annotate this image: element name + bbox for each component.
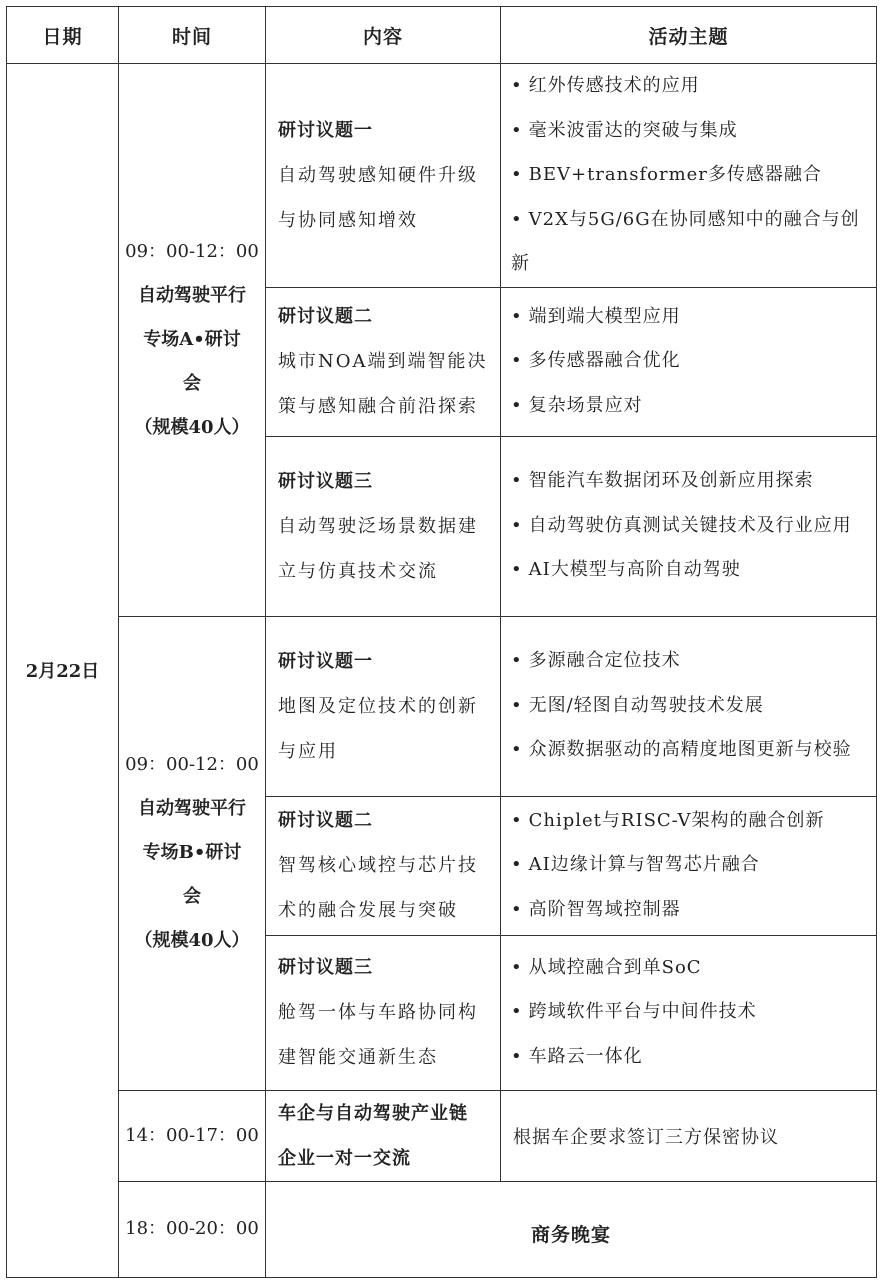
theme-cell [501,287,877,436]
topic-title: 研讨议题三 [278,957,373,978]
topic-content-cell [266,796,501,935]
topic-content-cell [266,287,501,436]
theme-cell [501,796,877,935]
topic-desc-line1: 城市NOA端到端智能决 [278,351,488,372]
topic-desc-line1: 地图及定位技术的创新 [278,695,478,717]
evening-row [7,1181,877,1277]
theme-list [511,799,868,933]
topic-content-cell [266,935,501,1090]
topic-content-cell [266,436,501,616]
topic-desc-line1: 舱驾一体与车路协同构 [278,1002,478,1023]
afternoon-title-line1: 车企与自动驾驶产业链 [278,1102,468,1124]
date-cell: 2月22日 [7,64,119,1278]
theme-item: • 从域控融合到单SoC [511,946,868,991]
topic-desc-line2: 立与仿真技术交流 [278,560,438,582]
evening-time-cell [119,1181,266,1277]
afternoon-title-line2: 企业一对一交流 [278,1147,411,1169]
topic-title: 研讨议题三 [278,470,373,492]
theme-item: • 端到端大模型应用 [511,295,868,340]
session-a-time: 09：00-12：00 [125,240,259,262]
topic-desc-line1: 智驾核心域控与芯片技 [278,855,478,876]
header-row [7,7,877,64]
evening-title: 商务晚宴 [266,1181,877,1277]
topic-desc-line2: 与协同感知增效 [278,209,418,231]
theme-item: • 智能汽车数据闭环及创新应用探索 [511,459,868,504]
schedule-table [6,6,877,1278]
theme-item: • 自动驾驶仿真测试关键技术及行业应用 [511,504,868,549]
theme-item: • 多源融合定位技术 [511,639,868,684]
theme-item: • BEV+transformer多传感器融合 [511,153,868,198]
topic-title: 研讨议题二 [278,306,373,327]
topic-desc-line2: 建智能交通新生态 [278,1047,438,1068]
topic-title: 研讨议题一 [278,119,373,141]
theme-cell [501,64,877,288]
header-date: 日期 [7,7,119,64]
session-a-name-line3: 会 [183,372,201,394]
afternoon-time: 14：00-17：00 [125,1124,259,1146]
theme-item: • V2X与5G/6G在协同感知中的融合与创新 [511,198,868,287]
theme-item: • 复杂场景应对 [511,384,868,429]
topic-content-cell [266,616,501,796]
session-b-name-line3: 会 [183,886,201,907]
afternoon-time-cell [119,1090,266,1181]
theme-item: • AI边缘计算与智驾芯片融合 [511,843,868,888]
theme-item: • 跨域软件平台与中间件技术 [511,990,868,1035]
session-a-time-cell [119,64,266,617]
session-a-topic-1-row [7,64,877,288]
session-b-scale: （规模40人） [134,930,250,951]
theme-list [511,64,868,287]
session-a-scale: （规模40人） [134,416,250,438]
session-b-name-line2: 专场B•研讨 [142,842,242,863]
session-b-time: 09：00-12：00 [125,754,259,775]
afternoon-content-cell [266,1090,501,1181]
theme-item: • Chiplet与RISC-V架构的融合创新 [511,799,868,844]
session-b-time-cell [119,616,266,1090]
theme-item: • 高阶智驾域控制器 [511,888,868,933]
afternoon-row [7,1090,877,1181]
session-a-name-line1: 自动驾驶平行 [138,284,246,306]
theme-list [511,946,868,1080]
topic-desc-line1: 自动驾驶感知硬件升级 [278,164,478,186]
evening-time: 18：00-20：00 [125,1218,259,1239]
topic-title: 研讨议题二 [278,810,373,831]
topic-desc-line2: 与应用 [278,740,338,762]
theme-item: • AI大模型与高阶自动驾驶 [511,548,868,593]
theme-list [511,639,868,773]
theme-cell [501,616,877,796]
theme-list [511,295,868,429]
topic-desc-line1: 自动驾驶泛场景数据建 [278,515,478,537]
session-a-name-line2: 专场A•研讨 [143,328,241,350]
afternoon-theme-cell: 根据车企要求签订三方保密协议 [501,1090,877,1181]
theme-item: • 多传感器融合优化 [511,339,868,384]
theme-item: • 车路云一体化 [511,1035,868,1080]
theme-item: • 无图/轻图自动驾驶技术发展 [511,684,868,729]
theme-cell [501,436,877,616]
theme-cell [501,935,877,1090]
session-b-name-line1: 自动驾驶平行 [138,798,246,819]
topic-content-cell [266,64,501,288]
session-b-topic-1-row [7,616,877,796]
header-content: 内容 [266,7,501,64]
topic-title: 研讨议题一 [278,650,373,672]
theme-item: • 毫米波雷达的突破与集成 [511,109,868,154]
header-theme: 活动主题 [501,7,877,64]
topic-desc-line2: 术的融合发展与突破 [278,900,458,921]
header-time: 时间 [119,7,266,64]
theme-item: • 红外传感技术的应用 [511,64,868,109]
theme-item: • 众源数据驱动的高精度地图更新与校验 [511,728,868,773]
topic-desc-line2: 策与感知融合前沿探索 [278,396,478,417]
theme-list [511,459,868,593]
